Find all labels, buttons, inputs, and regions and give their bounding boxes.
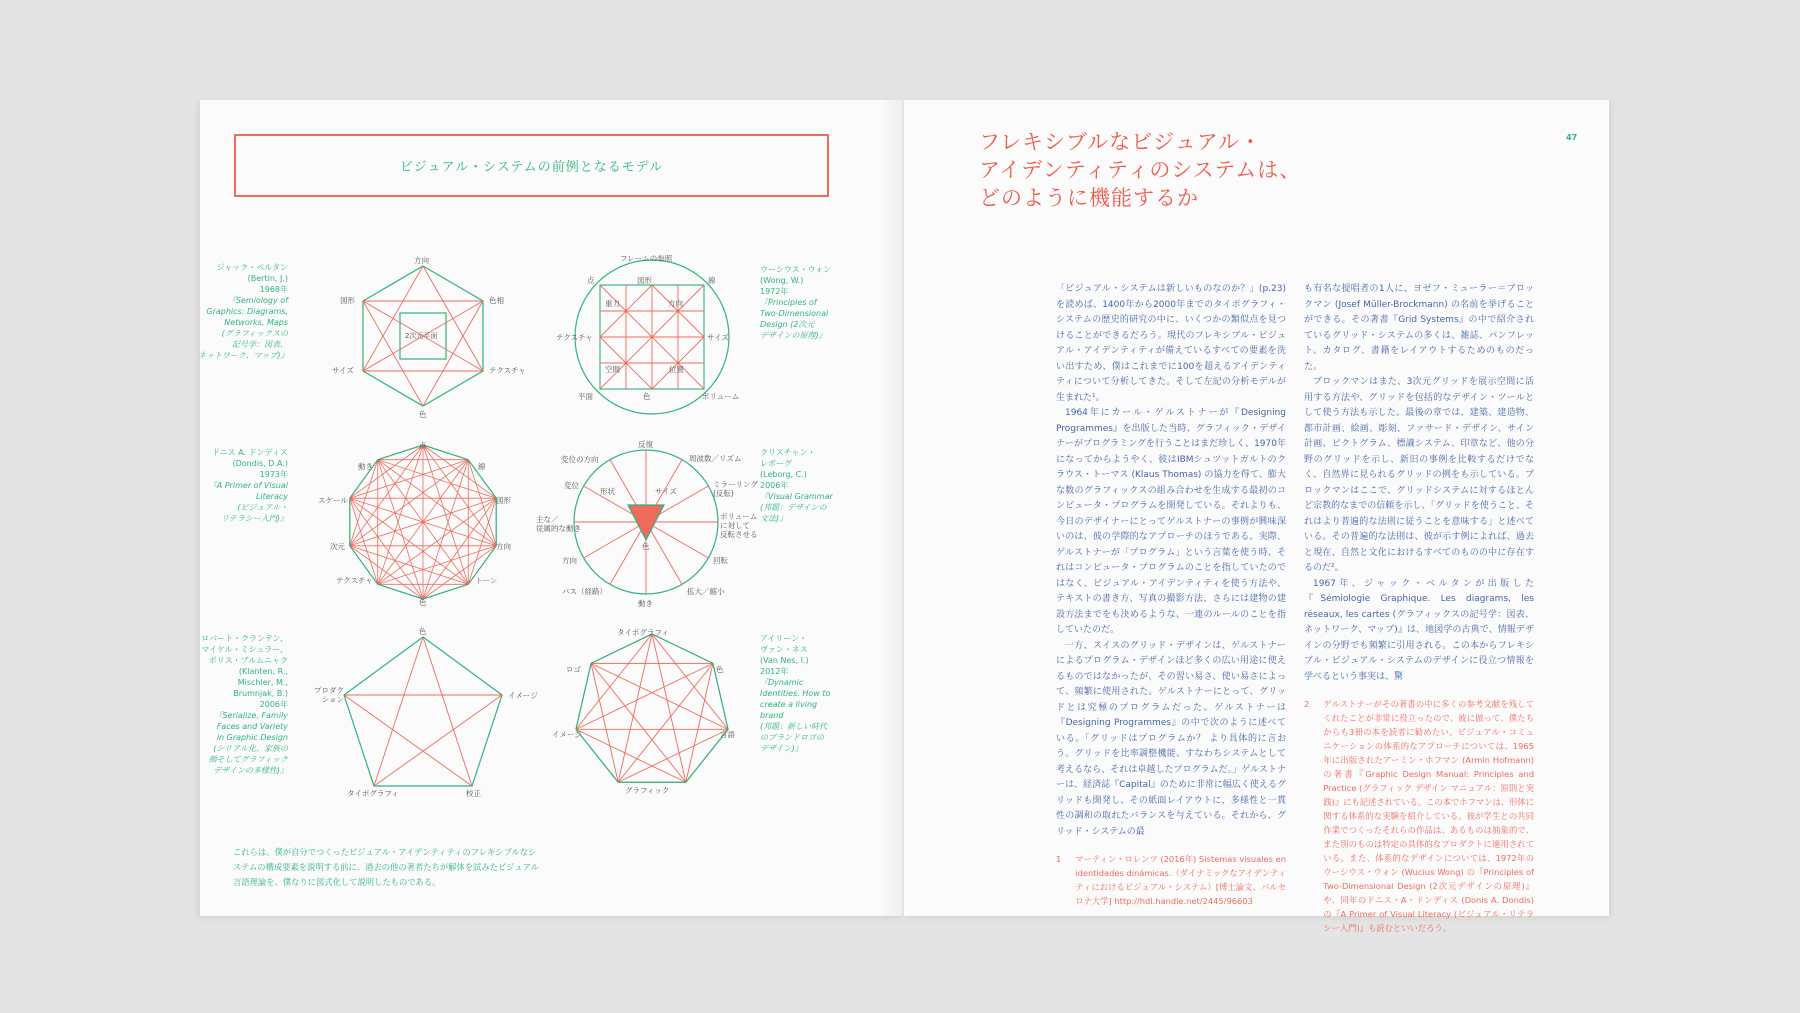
caption-author-en: Brumnjak, B.) xyxy=(233,689,288,698)
d4-label: 主な／ 従属的な動き xyxy=(536,515,581,533)
d5-label: イメージ xyxy=(508,691,538,700)
d4-inner-label: 形状 xyxy=(600,487,615,496)
caption-title: 記号学：図表、 xyxy=(232,340,288,349)
diagram-edge xyxy=(576,663,713,729)
chapter-headline xyxy=(979,128,1301,212)
diagram-edge xyxy=(591,663,728,729)
d4-label: ミラーリング (反転) xyxy=(713,480,758,498)
d6-label: イメージ xyxy=(552,730,582,739)
caption-title: Two-Dimensional xyxy=(760,309,829,318)
d1-label: テクスチャ xyxy=(489,366,526,375)
d2-label: ボリューム xyxy=(702,392,740,401)
d2-label: 位置 xyxy=(669,365,684,374)
left-page xyxy=(200,100,904,916)
body-paragraph: 一方、スイスのグリッド・デザインは、ゲルストナーによるプログラム・デザインほど多くの広い用途に使えるものではなかったが、その習い易さ、使い易さによって、頻繁に使用された。ゲルストナーにとって、グリッドとは究極のプログラムだった。ゲルストナーは『Designing Programmes』の中で次のように述べている。「グリッドはプログラムか？ より具体的に言おう。グリッドを比率調整機能、すなわちシステムとして考えるなら、それは卓越したプログラムだ。」ゲルストナーは、経済誌『Capital』のために非常に幅広く使えるグリッドも開発し、その紙面レイアウトに、多様性と一貫性の調和の取れたバランスを与えている。それから、グリッド・システムの最 xyxy=(1056,640,1286,837)
caption-year: 2012年 xyxy=(760,667,789,676)
caption-title: Graphics: Diagrams, xyxy=(206,307,288,316)
caption-author: ロバート・クランテン、 xyxy=(201,634,288,643)
footnote-text: マーティン・ロレンツ (2016年) Sistemas visuales en identidades dinámicas.（ダイナミックなアイデンティティにおけるビジュアル・システム）[博士論文、バルセロナ大学] http://hdl.handle.net/2445/96603 xyxy=(1075,854,1286,906)
caption-author: ボリス・ブルムニャク xyxy=(208,656,288,665)
caption-year: 1973年 xyxy=(259,470,288,479)
caption-title: Design (2次元 xyxy=(760,320,815,329)
caption-author-en: (Leborg, C.) xyxy=(760,470,807,479)
d3-label: 動き xyxy=(358,462,373,471)
d3-label: 色 xyxy=(419,598,427,607)
d3-label: スケール xyxy=(318,496,348,505)
caption-author: ジャック・ベルタン xyxy=(216,263,288,272)
d5-label: 色 xyxy=(419,627,427,636)
caption-author: ヴァン・ネス xyxy=(760,645,808,654)
d2-label: サイズ xyxy=(707,333,729,342)
caption-author-en: (Dondis, D.A.) xyxy=(232,459,288,468)
body-paragraph: 1967年、ジャック・ベルタンが出版した『Sémiologie Graphique. Les diagrams, les réseaux, les cartes (グラフィックスの記号学：図表、ネットワーク、マップ)』は、地図学の古典で、情報デザインの分野でも頻繁に引用される。この本からフレキシブル・ビジュアル・システムのデザインに役立つ情報を学べるという事実は、驚 xyxy=(1304,578,1534,682)
caption-title: ネットワーク、マップ)』 xyxy=(198,351,289,360)
d3-label: 線 xyxy=(478,462,486,471)
caption-year: 2006年 xyxy=(259,700,288,709)
d2-label: 点 xyxy=(587,276,595,285)
d5-label: プロダク ション xyxy=(314,686,344,704)
d1-label: 方向 xyxy=(414,256,429,265)
caption-author-en: (Wong, W.) xyxy=(760,276,804,285)
caption-title: (シリアル化、家族の xyxy=(213,744,288,753)
right-page xyxy=(904,100,1609,933)
diagram-edge xyxy=(618,634,652,782)
caption-title: 『Principles of xyxy=(760,298,817,307)
caption-author: マイケル・ミシュラー、 xyxy=(201,645,288,654)
vannes-heptagon-diagram xyxy=(200,100,904,916)
d6-label: グラフィック xyxy=(625,786,670,795)
caption-author-en: (Bertin, J.) xyxy=(247,274,288,283)
caption-year: 1972年 xyxy=(760,287,789,296)
footnote-1 xyxy=(1056,852,1286,908)
caption-author: ウーシウス・ウォン xyxy=(760,265,832,274)
d1-label: サイズ xyxy=(332,366,354,375)
d5-label: タイポグラフィ xyxy=(347,789,399,798)
caption-title: リテラシー入門)』 xyxy=(221,514,288,523)
footnote-2 xyxy=(1304,697,1534,935)
d4-label: 変位の方向 xyxy=(561,455,599,464)
caption-author: レボーグ xyxy=(760,459,792,468)
d5-label: 校正 xyxy=(466,789,481,798)
caption-title: (グラフィックスの xyxy=(221,329,288,338)
caption-title: 『Semiology of xyxy=(227,296,288,305)
body-paragraph: 「ビジュアル・システムは新しいものなのか？」(p.23) を読めば、1400年から2000年までのタイポグラフィ・システムの歴史的研究の中に、いくつかの類似点を見つけることができるだろう。現代のフレキシブル・ビジュアル・アイデンティティが備えているすべての要素を洗い出すため、僕はこれまでに100を超えるアイデンティティについて分析してきた。そして左記の分析モデルが生まれた¹。 xyxy=(1056,284,1286,403)
caption-author-en: (Van Nes, I.) xyxy=(760,656,809,665)
d3-label: 点 xyxy=(419,441,427,450)
model-frame-title: ビジュアル・システムの前例となるモデル xyxy=(234,134,829,197)
caption-title: in Graphic Design xyxy=(216,733,288,742)
headline-line: フレキシブルなビジュアル・ xyxy=(979,130,1262,154)
caption-title: 『Serialize, Family xyxy=(214,711,288,720)
caption-title: デザイン)』 xyxy=(760,744,803,753)
d1-center-label: 2次元平面 xyxy=(405,332,438,340)
caption-title: Identities. How to xyxy=(760,689,831,698)
caption-title: 『Dynamic xyxy=(760,678,804,687)
caption-title: 『A Primer of Visual xyxy=(208,481,288,490)
d2-label: 平面 xyxy=(578,392,593,401)
caption-title: デザインの原理)』 xyxy=(760,331,827,340)
d2-label: 色 xyxy=(643,392,651,401)
caption-title: brand xyxy=(760,711,784,720)
caption-title: デザインの多様性)』 xyxy=(213,766,288,775)
caption-author: クリスチャン・ xyxy=(760,448,816,457)
d1-label: 図形 xyxy=(340,296,355,305)
caption-title: 『Visual Grammar xyxy=(760,492,833,501)
footnote-number: 2 xyxy=(1304,699,1310,709)
caption-title: Faces and Variety xyxy=(216,722,288,731)
d1-label: 色相 xyxy=(489,296,504,305)
diagram-edge xyxy=(618,729,728,782)
caption-author-en: (Klanten, R., xyxy=(238,667,288,676)
d4-inner-label: 色 xyxy=(642,542,650,551)
d2-label: 線 xyxy=(708,276,716,285)
d2-label: 重力 xyxy=(605,299,620,308)
body-paragraph: も有名な提唱者の1人に、ヨゼフ・ミューラー＝ブロックマン (Josef Müller-Brockmann) の名前を挙げることができる。その著書『Grid Systems』の中で紹介されているグリッド・システムの多くは、雑誌、パンフレット、カタログ、書籍をレイアウトするためのものだった。 xyxy=(1304,284,1534,372)
caption-year: 2006年 xyxy=(760,481,789,490)
headline-line: どのように機能するか xyxy=(979,186,1199,210)
left-page-footer: これらは、僕が自分でつくったビジュアル・アイデンティティのフレキシブルなシステムの構成要素を説明する前に、過去の他の著者たちが解体を試みたビジュアル言語理論を、僕なりに図式化して説明したものである。 xyxy=(233,847,539,887)
d3-label: トーン xyxy=(475,576,498,585)
d6-label: タイポグラフィ xyxy=(617,628,669,637)
body-paragraph: 1964年にカール・ゲルストナーが『Designing Programmes』を出版した当時、グラフィック・デザイナーがプログラミングを行うことはまだ珍しく、1970年になってからようやく、彼はIBMシュツットガルトのクラウス・トーマス (Klaus Thomas) の協力を得て、膨大な数のグラフィックスの組み合わせを生成する最初のコンピュータ・プログラムを開発している。それよりも、今日のデザイナーにとってゲルストナーの事例が興味深いのは、彼の学際的なアプローチのほうである。実際、ゲルストナーが「プログラム」という言葉を使う時、それはコンピュータ・プログラムのことを指していたのではなく、ビジュアル・アイデンティティを使う方法や、テキストの書き方、写真の撮影方法、さらには建物の建設方法までをも決めるような、一連のルールのことを指していたのだ。 xyxy=(1056,408,1286,635)
caption-title: (邦題：デザインの xyxy=(760,503,827,512)
caption-title: のブランドロゴの xyxy=(760,733,824,742)
d4-label: 回転 xyxy=(713,556,728,565)
page-number: 47 xyxy=(1566,133,1578,142)
caption-author: アイリーン・ xyxy=(760,634,808,643)
footnote-text: ゲルストナーがその著書の中に多くの参考文献を残してくれたことが非常に役立ったので、彼に倣って、僕たちからも3冊の本を読者に勧めたい。ビジュアル・コミュニケーションの体系的なアプローチについては、1965年に出版されたアーミン・ホフマン (Armin Hofmann) の著書『Graphic Design Manual: Principles and Practice (グラフィック デザイン マニュアル：原則と実践)』にも記述されている。この本でホフマンは、形体に関する体系的な実験を紹介している。彼が学生との共同作業でつくったそれらの作品は、あるものは抽象的で、また別のものは特定の具体的なプロダクトに適用されている。また、体系的なデザインについては、1972年のウーシウス・ウォン (Wucius Wong) の『Principles of Two-Dimensional Design (2次元デザインの原理)』や、同年のドニス・A・ドンディス (Donis A. Dondis) の『A Primer of Visual Literacy (ビジュアル・リテラシー入門)』も読むといいだろう。 xyxy=(1323,699,1534,933)
d6-label: 色 xyxy=(716,665,724,674)
caption-title: create a living xyxy=(760,700,818,709)
caption-title: (邦題：新しい時代 xyxy=(760,722,828,731)
caption-author: ドニス A. ドンディス xyxy=(211,448,288,457)
d4-label: 動き xyxy=(638,599,653,608)
caption-title: 文法)』 xyxy=(760,514,788,523)
d4-label: 変位 xyxy=(564,481,579,490)
body-paragraph: ブロックマンはまた、3次元グリッドを展示空間に活用する方法や、グリッドを包括的なデザイン・ツールとして使う方法も示した。最後の章では、建築、建造物、都市計画、絵画、彫刻、ファサード・デザイン、サイン計画、ピクトグラム、標識システム、印章など、他の分野のグリッドを示し、新旧の事例を比較するだけでなく、自然界に見られるグリッドの例をも示している。ブロックマンはここで、グリッドシステムに対するほとんど宗教的なまでの信頼を示し、「グリッドを使うこと、それはより普遍的な法則に従うことを意味する」と述べている。その普遍的な法則は、彼が示す例によれば、過去と現在、自然と文化におけるすべてのものの中に存在するのだ²。 xyxy=(1304,377,1534,573)
caption-title: (ビジュアル・ xyxy=(237,503,288,512)
d3-label: 次元 xyxy=(330,542,345,551)
body-column-1 xyxy=(1056,282,1286,908)
d1-label: 色 xyxy=(419,410,427,419)
d2-label: 図形 xyxy=(637,276,652,285)
d6-label: 言語 xyxy=(720,730,735,739)
d4-label: パス（経路） xyxy=(562,587,607,596)
d2-label: テクスチャ xyxy=(556,333,593,342)
d4-label: 方向 xyxy=(562,556,577,565)
d3-label: テクスチャ xyxy=(336,576,373,585)
d4-label: 反復 xyxy=(638,440,653,449)
diagram-edge xyxy=(618,663,713,782)
d6-label: ロゴ xyxy=(566,665,581,674)
d3-label: 方向 xyxy=(496,542,511,551)
caption-author-en: Mischler, M., xyxy=(237,678,288,687)
d4-label: 拡大／縮小 xyxy=(687,587,725,596)
d4-label: ボリューム に対して 反転させる xyxy=(720,512,758,539)
footnote-number: 1 xyxy=(1056,854,1062,864)
diagram-edge xyxy=(652,634,686,782)
caption-title: Literacy xyxy=(255,492,288,501)
d3-label: 図形 xyxy=(496,496,511,505)
headline-line: アイデンティティのシステムは、 xyxy=(979,158,1302,182)
d4-label: 周波数／リズム xyxy=(689,454,742,463)
d4-inner-label: サイズ xyxy=(655,487,677,496)
caption-title: Networks, Maps xyxy=(224,318,288,327)
diagram-edge xyxy=(591,663,686,782)
d2-label: 空間 xyxy=(605,365,620,374)
caption-year: 1968年 xyxy=(259,285,288,294)
d2-title: フレームの参照 xyxy=(620,254,673,263)
d2-label: 方向 xyxy=(668,299,683,308)
body-column-2 xyxy=(1304,282,1534,935)
caption-title: 顔そしてグラフィック xyxy=(208,755,288,764)
diagram-edge xyxy=(576,729,686,782)
